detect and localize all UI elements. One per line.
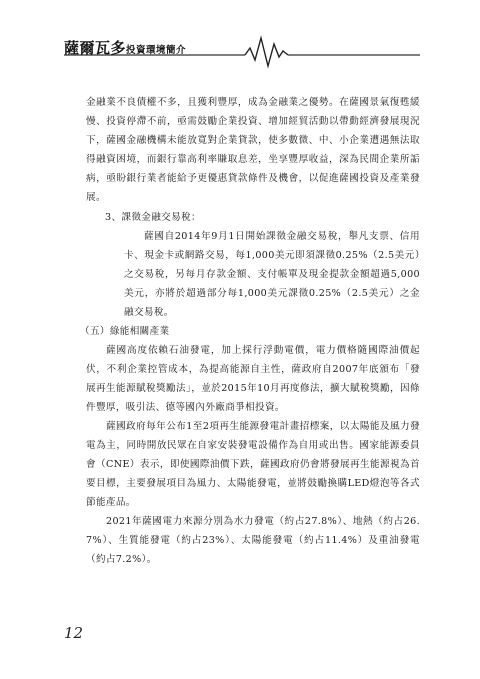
heading-financial-transaction-tax: 3、課徵金融交易稅： [105,212,201,223]
page-body [80,93,420,569]
header-title-subtitle: 投資環境簡介 [126,45,187,56]
paragraph-renewable-tenders: 薩國政府每年公布1至2項再生能源發電計畫招標案，以太陽能及風力發電為主，同時開放民眾在自家安裝發電設備作為自用或出售。國家能源委員會（CNE）表示，即使國際油價下跌，薩國政府仍會將發展再生能源視為首要目標，主要發展項目為風力、太陽能發電，並將鼓勵換購LED燈泡等各式節能產品。 [86,421,420,508]
page-header [0,0,480,75]
page-number: 12 [64,624,84,642]
section-heading-green-energy: （五）綠能相關產業 [80,326,170,337]
paragraph-electricity-sources: 2021年薩國電力來源分別為水力發電（約占27.8%）、地熱（約占26.7%）、生質能發電（約占23%）、太陽能發電（約占11.4%）及重油發電（約占7.2%）。 [86,516,420,565]
paragraph-banking-sector: 金融業不良債權不多，且獲利豐厚，成為金融業之優勢。在薩國景氣復甦緩慢、投資停滯不前，亟需鼓勵企業投資、增加經貿活動以帶動經濟發展現況下，薩國金融機構未能放寬對企業貸款，使多數微、中、小企業遭遇無法取得融資困境，而銀行靠高利率賺取息差，坐享豐厚收益，深為民間企業所詬病，亟盼銀行業者能給予更優惠貸款條件及機會，以促進薩國投資及產業發展。 [86,97,420,203]
header-title-country: 薩爾瓦多 [64,39,127,57]
paragraph-oil-dependence: 薩國高度依賴石油發電，加上採行浮動電價，電力價格隨國際油價起伏，不利企業控管成本，為提高能源自主性，薩政府自2007年底頒布「發展再生能源賦稅獎勵法」，並於2015年10月再度修法，擴大賦稅獎勵，因條件豐厚，吸引法、德等國內外廠商爭相投資。 [86,345,420,413]
header-title [64,37,186,58]
paragraph-financial-transaction-tax: 薩國自2014年9月1日開始課徵金融交易稅，舉凡支票、信用卡、現金卡或網路交易，每1,000美元即須課徵0.25%（2.5美元）之交易稅，另每月存款金額、支付帳單及現金提款金額超過5,000美元，亦將於超過部分每1,000美元課徵0.25%（2.5美元）之金融交易稅。 [124,231,420,318]
